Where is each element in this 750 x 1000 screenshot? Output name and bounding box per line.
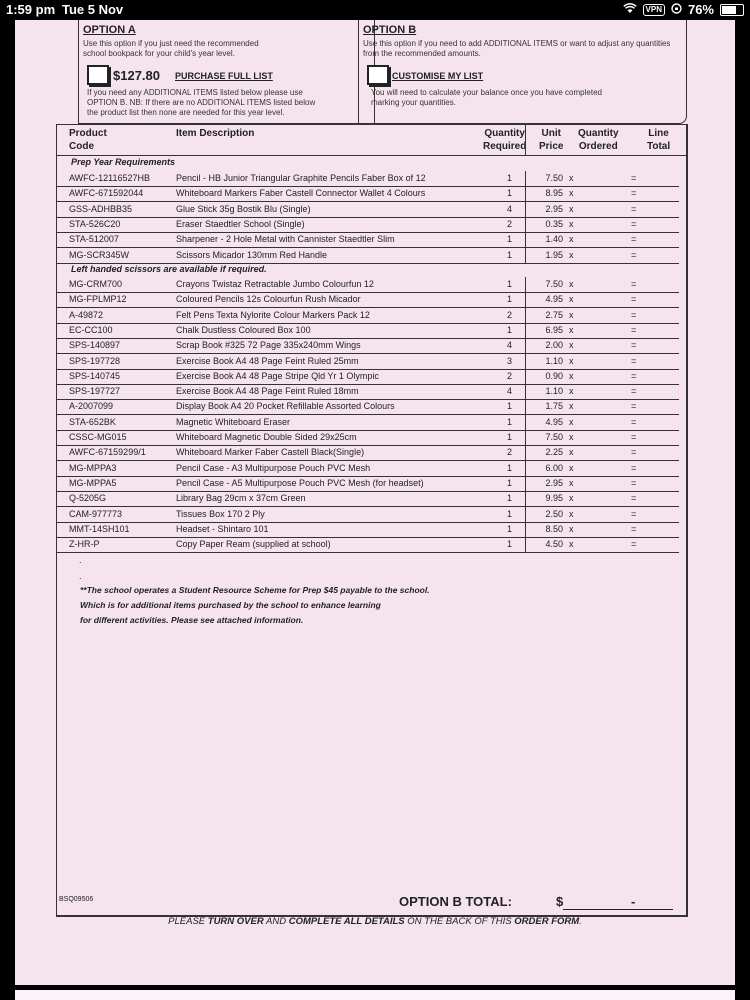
table-row — [57, 491, 679, 507]
unit-price: 1.75 — [545, 401, 563, 412]
equals-sign: = — [631, 370, 637, 381]
product-code: SPS-197728 — [69, 355, 121, 366]
multiply-sign: x — [569, 355, 574, 366]
item-description: Scrap Book #325 72 Page 335x240mm Wings — [176, 340, 361, 351]
item-description: Eraser Staedtler School (Single) — [176, 218, 305, 229]
table-row — [57, 171, 679, 187]
multiply-sign: x — [569, 173, 574, 183]
column-divider — [525, 292, 526, 307]
equals-sign: = — [631, 416, 637, 427]
equals-sign: = — [631, 401, 637, 412]
item-description: Exercise Book A4 48 Page Feint Ruled 25mm — [176, 355, 359, 366]
wifi-icon — [623, 2, 637, 17]
item-description: Glue Stick 35g Bostik Blu (Single) — [176, 203, 311, 214]
quantity-ordered-field[interactable] — [582, 234, 622, 245]
item-description: Felt Pens Texta Nylorite Colour Markers Pack 12 — [176, 309, 370, 320]
equals-sign: = — [631, 294, 637, 305]
quantity-required: 4 — [506, 386, 512, 397]
header-product-code: Product Code — [69, 128, 107, 152]
quantity-ordered-field[interactable] — [582, 447, 622, 458]
product-code: MG-CRM700 — [69, 279, 123, 289]
total-currency: $ — [556, 894, 564, 909]
quantity-required: 1 — [506, 508, 512, 519]
multiply-sign: x — [569, 218, 574, 229]
product-code: MG-MPPA3 — [69, 462, 117, 473]
line-total-field[interactable] — [642, 294, 677, 305]
unit-price: 4.95 — [545, 294, 563, 305]
status-date: Tue 5 Nov — [62, 2, 124, 17]
multiply-sign: x — [569, 279, 574, 289]
unit-price: 2.95 — [545, 477, 563, 488]
option-a-text: Use this option if you just need the recommended school bookpack for your child's year level. — [83, 39, 259, 58]
item-description: Scissors Micador 130mm Red Handle — [176, 249, 328, 260]
footer-text: AND — [263, 916, 289, 927]
table-row — [57, 522, 679, 538]
column-divider — [525, 430, 526, 445]
quantity-required: 1 — [506, 173, 512, 183]
product-code: GSS-ADHBB35 — [69, 203, 133, 214]
quantity-required: 1 — [506, 432, 512, 442]
status-time: 1:59 pm — [6, 2, 56, 17]
line-total-field[interactable] — [642, 279, 677, 290]
table-row — [57, 537, 679, 553]
equals-sign: = — [631, 173, 637, 183]
unit-price: 2.50 — [545, 508, 563, 519]
unit-price: 8.95 — [545, 188, 563, 199]
quantity-ordered-field[interactable] — [582, 310, 622, 321]
equals-sign: = — [631, 355, 637, 366]
resource-scheme-note-3: for different activities. Please see attached information. — [80, 615, 304, 625]
header-unit-price: Unit Price — [539, 128, 564, 152]
header-quantity-ordered: Quantity Ordered — [578, 128, 619, 152]
multiply-sign: x — [569, 477, 574, 488]
multiply-sign: x — [569, 523, 574, 534]
multiply-sign: x — [569, 188, 574, 199]
equals-sign: = — [631, 203, 637, 214]
product-code: AWFC-12116527HB — [69, 173, 151, 183]
line-total-field[interactable] — [642, 386, 677, 397]
equals-sign: = — [631, 234, 637, 245]
unit-price: 1.95 — [545, 249, 563, 260]
quantity-ordered-field[interactable] — [582, 250, 622, 261]
footer-bold: TURN OVER — [207, 916, 264, 927]
equals-sign: = — [631, 432, 637, 442]
item-description: Library Bag 29cm x 37cm Green — [176, 493, 306, 504]
item-description: Tissues Box 170 2 Ply — [176, 508, 265, 519]
table-row — [57, 415, 679, 431]
line-total-field[interactable] — [642, 417, 677, 428]
item-description: Headset - Shintaro 101 — [176, 523, 269, 534]
line-total-field[interactable] — [642, 478, 677, 489]
quantity-ordered-field[interactable] — [582, 401, 622, 412]
equals-sign: = — [631, 249, 637, 260]
unit-price: 2.75 — [545, 309, 563, 320]
product-code: SPS-140745 — [69, 370, 121, 381]
product-code: MG-FPLMP12 — [69, 294, 127, 305]
equals-sign: = — [631, 539, 637, 550]
order-form-page — [15, 20, 735, 985]
multiply-sign: x — [569, 462, 574, 473]
unit-price: 7.50 — [545, 279, 563, 289]
equals-sign: = — [631, 340, 637, 351]
column-divider — [525, 522, 526, 537]
product-code: STA-652BK — [69, 416, 116, 427]
unit-price: 7.50 — [545, 173, 563, 183]
column-divider — [525, 186, 526, 201]
line-total-field[interactable] — [642, 340, 677, 351]
multiply-sign: x — [569, 294, 574, 305]
column-divider — [525, 248, 526, 263]
multiply-sign: x — [569, 386, 574, 397]
table-row — [57, 217, 679, 233]
item-description: Coloured Pencils 12s Colourfun Rush Micador — [176, 294, 361, 305]
item-description: Whiteboard Marker Faber Castell Black(Single) — [176, 447, 365, 458]
quantity-ordered-field[interactable] — [582, 386, 622, 397]
equals-sign: = — [631, 279, 637, 289]
quantity-required: 1 — [506, 493, 512, 504]
table-row — [57, 338, 679, 354]
quantity-required: 2 — [506, 447, 512, 458]
unit-price: 1.40 — [545, 234, 563, 245]
status-bar — [0, 0, 750, 20]
quantity-required: 3 — [506, 355, 512, 366]
quantity-required: 1 — [506, 477, 512, 488]
footer-text: PLEASE — [168, 916, 208, 927]
column-divider — [525, 125, 526, 155]
line-total-field[interactable] — [642, 204, 677, 215]
quantity-ordered-field[interactable] — [582, 294, 622, 305]
product-code: MG-SCR345W — [69, 249, 130, 260]
line-total-field[interactable] — [642, 401, 677, 412]
unit-price: 2.00 — [545, 340, 563, 351]
quantity-required: 1 — [506, 539, 512, 550]
option-b-title: OPTION B — [363, 24, 417, 36]
status-indicators — [623, 2, 744, 17]
product-code: Q-5205G — [69, 493, 107, 504]
item-description: Whiteboard Magnetic Double Sided 29x25cm — [176, 432, 357, 442]
table-row — [57, 445, 679, 461]
quantity-ordered-field[interactable] — [582, 432, 622, 443]
column-divider — [525, 171, 526, 186]
line-total-field[interactable] — [642, 509, 677, 520]
table-row — [57, 354, 679, 370]
table-row — [57, 369, 679, 385]
table-row — [57, 476, 679, 492]
quantity-ordered-field[interactable] — [582, 478, 622, 489]
line-total-field[interactable] — [642, 219, 677, 230]
multiply-sign: x — [569, 203, 574, 214]
line-total-field[interactable] — [642, 524, 677, 535]
line-total-field[interactable] — [642, 234, 677, 245]
section-prep-year: Prep Year Requirements — [71, 157, 176, 167]
quantity-required: 1 — [506, 188, 512, 199]
header-divider — [57, 155, 686, 156]
option-b-total-label: OPTION B TOTAL: — [399, 894, 512, 909]
column-divider — [525, 308, 526, 323]
column-divider — [525, 202, 526, 217]
footer-bold: ORDER FORM — [514, 916, 580, 927]
table-row — [57, 308, 679, 324]
product-code: A-49872 — [69, 309, 104, 320]
section-left-handed-note: Left handed scissors are available if required. — [71, 264, 267, 274]
quantity-ordered-field[interactable] — [582, 493, 622, 504]
table-row — [57, 323, 679, 339]
equals-sign: = — [631, 386, 637, 397]
quantity-required: 1 — [506, 523, 512, 534]
quantity-ordered-field[interactable] — [582, 279, 622, 290]
multiply-sign: x — [569, 447, 574, 458]
multiply-sign: x — [569, 539, 574, 550]
product-code: CAM-977773 — [69, 508, 123, 519]
quantity-ordered-field[interactable] — [582, 417, 622, 428]
item-description: Pencil - HB Junior Triangular Graphite Pencils Faber Box of 12 — [176, 173, 426, 183]
footer-bold: COMPLETE ALL DETAILS — [288, 916, 405, 927]
note-dot: . — [79, 555, 82, 565]
multiply-sign: x — [569, 309, 574, 320]
column-divider — [525, 461, 526, 476]
line-total-field[interactable] — [642, 463, 677, 474]
multiply-sign: x — [569, 401, 574, 412]
equals-sign: = — [631, 508, 637, 519]
line-total-field[interactable] — [642, 493, 677, 504]
column-divider — [525, 277, 526, 292]
battery-percent: 76% — [687, 2, 714, 17]
item-description: Sharpener - 2 Hole Metal with Cannister Staedtler Slim — [176, 234, 395, 245]
column-divider — [525, 354, 526, 369]
unit-price: 2.95 — [545, 203, 563, 214]
unit-price: 6.00 — [545, 462, 563, 473]
quantity-ordered-field[interactable] — [582, 325, 622, 336]
equals-sign: = — [631, 218, 637, 229]
table-row — [57, 232, 679, 248]
product-code: STA-526C20 — [69, 218, 121, 229]
option-a-note: If you need any ADDITIONAL ITEMS listed below please use OPTION B. NB: If there are no ADDITIONAL ITEMS listed below the product list then none are needed for this year level. — [87, 88, 316, 117]
column-divider — [525, 491, 526, 506]
column-divider — [525, 338, 526, 353]
product-code: AWFC-671592044 — [69, 188, 144, 199]
multiply-sign: x — [569, 249, 574, 260]
line-total-field[interactable] — [642, 432, 677, 443]
line-total-field[interactable] — [642, 310, 677, 321]
column-divider — [525, 399, 526, 414]
product-table — [56, 124, 688, 917]
line-total-field[interactable] — [642, 447, 677, 458]
table-row — [57, 292, 679, 308]
quantity-required: 1 — [506, 462, 512, 473]
quantity-required: 4 — [506, 203, 512, 214]
product-code: MMT-14SH101 — [69, 523, 130, 534]
quantity-required: 4 — [506, 340, 512, 351]
quantity-ordered-field[interactable] — [582, 340, 622, 351]
quantity-ordered-field[interactable] — [582, 463, 622, 474]
option-b-checkbox[interactable] — [367, 65, 389, 85]
unit-price: 0.35 — [545, 218, 563, 229]
multiply-sign: x — [569, 416, 574, 427]
table-row — [57, 507, 679, 523]
column-divider — [525, 476, 526, 491]
column-divider — [525, 323, 526, 338]
quantity-ordered-field[interactable] — [582, 173, 622, 184]
column-divider — [525, 232, 526, 247]
purchase-full-list-button[interactable]: PURCHASE FULL LIST — [175, 71, 273, 81]
quantity-ordered-field[interactable] — [582, 371, 622, 382]
table-row — [57, 461, 679, 477]
table-row — [57, 399, 679, 415]
equals-sign: = — [631, 309, 637, 320]
next-page-edge — [15, 990, 735, 1000]
product-code: SPS-197727 — [69, 386, 121, 397]
column-divider — [525, 507, 526, 522]
item-description: Display Book A4 20 Pocket Refillable Assorted Colours — [176, 401, 395, 412]
product-code: Z-HR-P — [69, 539, 100, 550]
unit-price: 1.10 — [545, 386, 563, 397]
line-total-field[interactable] — [642, 356, 677, 367]
quantity-required: 2 — [506, 309, 512, 320]
unit-price: 1.10 — [545, 355, 563, 366]
line-total-field[interactable] — [642, 173, 677, 184]
quantity-ordered-field[interactable] — [582, 219, 622, 230]
orientation-lock-icon — [671, 2, 682, 17]
multiply-sign: x — [569, 432, 574, 442]
equals-sign: = — [631, 477, 637, 488]
line-total-field[interactable] — [642, 325, 677, 336]
unit-price: 7.50 — [545, 432, 563, 442]
resource-scheme-note-1: **The school operates a Student Resource Scheme for Prep $45 payable to the school. — [80, 585, 430, 595]
quantity-ordered-field[interactable] — [582, 188, 622, 199]
table-row — [57, 277, 679, 293]
table-row — [57, 202, 679, 218]
column-divider — [525, 415, 526, 430]
item-description: Chalk Dustless Coloured Box 100 — [176, 324, 311, 335]
footer-instruction — [15, 916, 735, 927]
product-code: A-2007099 — [69, 401, 114, 412]
unit-price: 9.95 — [545, 493, 563, 504]
quantity-required: 1 — [506, 279, 512, 289]
quantity-required: 1 — [506, 234, 512, 245]
quantity-required: 2 — [506, 218, 512, 229]
quantity-required: 2 — [506, 370, 512, 381]
table-row — [57, 430, 679, 446]
product-code: CSSC-MG015 — [69, 432, 127, 442]
multiply-sign: x — [569, 324, 574, 335]
equals-sign: = — [631, 462, 637, 473]
quantity-ordered-field[interactable] — [582, 524, 622, 535]
column-divider — [525, 537, 526, 552]
equals-sign: = — [631, 447, 637, 458]
table-row — [57, 384, 679, 400]
quantity-ordered-field[interactable] — [582, 356, 622, 367]
item-description: Pencil Case - A5 Multipurpose Pouch PVC Mesh (for headset) — [176, 477, 424, 488]
option-b-text: Use this option if you need to add ADDITIONAL ITEMS or want to adjust any quantities from the recommended amounts. — [363, 39, 671, 58]
multiply-sign: x — [569, 493, 574, 504]
column-divider — [525, 217, 526, 232]
table-row — [57, 186, 679, 202]
footer-text: ON THE BACK OF THIS — [404, 916, 515, 927]
option-a-title: OPTION A — [83, 24, 136, 36]
product-code: MG-MPPA5 — [69, 477, 117, 488]
vpn-badge: VPN — [643, 4, 665, 16]
option-b-note: You will need to calculate your balance once you have completed marking your quantities. — [371, 88, 602, 107]
resource-scheme-note-2: Which is for additional items purchased by the school to enhance learning — [80, 600, 381, 610]
multiply-sign: x — [569, 508, 574, 519]
header-line-total: Line Total — [647, 128, 671, 152]
option-b-box — [358, 20, 687, 124]
line-total-field[interactable] — [642, 371, 677, 382]
battery-icon — [720, 4, 744, 16]
quantity-required: 1 — [506, 294, 512, 305]
product-code: SPS-140897 — [69, 340, 121, 351]
quantity-required: 1 — [506, 416, 512, 427]
customise-my-list-button[interactable]: CUSTOMISE MY LIST — [392, 71, 484, 81]
product-code: EC-CC100 — [69, 324, 113, 335]
table-row — [57, 248, 679, 264]
quantity-required: 1 — [506, 249, 512, 260]
unit-price: 6.95 — [545, 324, 563, 335]
quantity-required: 1 — [506, 401, 512, 412]
unit-price: 8.50 — [545, 523, 563, 534]
multiply-sign: x — [569, 234, 574, 245]
note-dot: . — [79, 571, 82, 581]
option-b-total-field[interactable] — [563, 909, 673, 910]
item-description: Copy Paper Ream (supplied at school) — [176, 539, 331, 550]
multiply-sign: x — [569, 370, 574, 381]
equals-sign: = — [631, 188, 637, 199]
unit-price: 4.50 — [545, 539, 563, 550]
multiply-sign: x — [569, 340, 574, 351]
column-divider — [525, 369, 526, 384]
option-a-price: $127.80 — [113, 68, 160, 83]
quantity-ordered-field[interactable] — [582, 539, 622, 550]
column-divider — [525, 384, 526, 399]
line-total-field[interactable] — [642, 250, 677, 261]
column-divider — [525, 445, 526, 460]
header-quantity-required: Quantity Required — [483, 128, 527, 152]
item-description: Exercise Book A4 48 Page Feint Ruled 18mm — [176, 386, 359, 397]
footer-text: . — [579, 916, 582, 927]
document-id: BSQ09506 — [59, 896, 94, 903]
line-total-field[interactable] — [642, 539, 677, 550]
line-total-field[interactable] — [642, 188, 677, 199]
product-code: AWFC-67159299/1 — [69, 447, 146, 458]
item-description: Pencil Case - A3 Multipurpose Pouch PVC Mesh — [176, 462, 371, 473]
equals-sign: = — [631, 324, 637, 335]
option-a-checkbox[interactable] — [87, 65, 109, 85]
unit-price: 2.25 — [545, 447, 563, 458]
item-description: Exercise Book A4 48 Page Stripe Qld Yr 1 Olympic — [176, 370, 379, 381]
quantity-ordered-field[interactable] — [582, 204, 622, 215]
header-item-description: Item Description — [176, 128, 255, 139]
total-dash: - — [631, 894, 636, 909]
product-code: STA-512007 — [69, 234, 119, 245]
quantity-required: 1 — [506, 324, 512, 335]
item-description: Magnetic Whiteboard Eraser — [176, 416, 291, 427]
option-a-box — [78, 20, 375, 124]
unit-price: 0.90 — [545, 370, 563, 381]
equals-sign: = — [631, 523, 637, 534]
column-divider — [686, 155, 687, 551]
equals-sign: = — [631, 493, 637, 504]
quantity-ordered-field[interactable] — [582, 509, 622, 520]
unit-price: 4.95 — [545, 416, 563, 427]
item-description: Whiteboard Markers Faber Castell Connector Wallet 4 Colours — [176, 188, 426, 199]
item-description: Crayons Twistaz Retractable Jumbo Colourfun 12 — [176, 279, 374, 289]
